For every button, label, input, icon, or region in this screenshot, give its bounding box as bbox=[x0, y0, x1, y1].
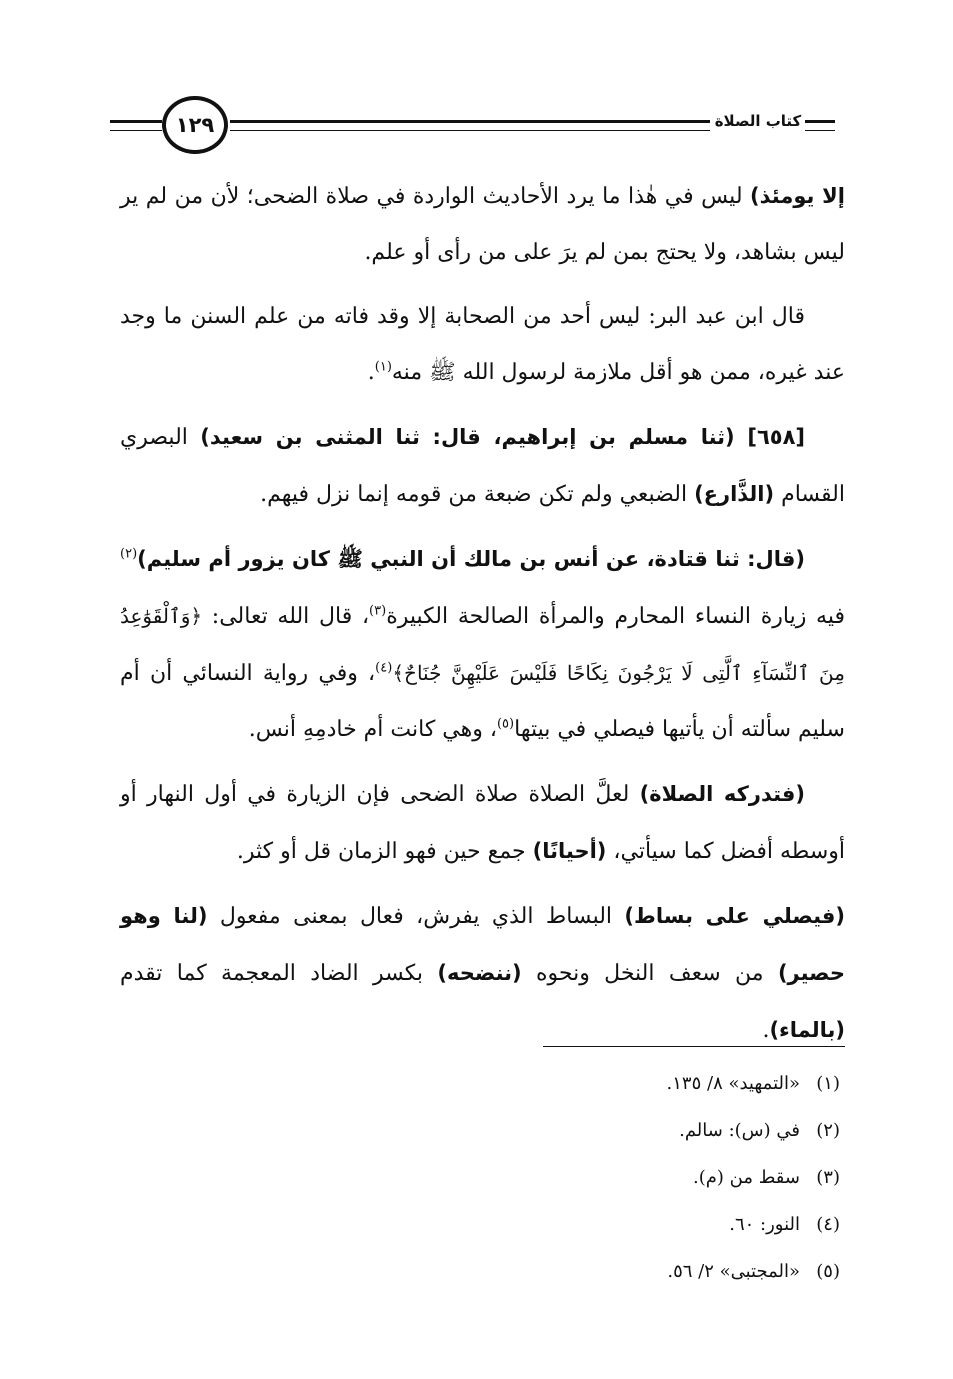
bold-phrase: (بالماء) bbox=[769, 1018, 845, 1042]
text-run: ليس في هٰذا ما يرد الأحاديث الواردة في صلاة الضحى؛ لأن من لم ير ليس بشاهد، ولا يحتج بمن لم يرَ على من رأى أو علم. bbox=[120, 184, 845, 265]
footnote bbox=[400, 1248, 840, 1295]
header-rule bbox=[230, 120, 710, 123]
bold-phrase: (لنا وهو حصير) bbox=[120, 904, 845, 985]
paragraph bbox=[120, 409, 845, 523]
footnote-number: (١) bbox=[816, 1073, 840, 1094]
text-run: جمع حين فهو الزمان قل أو كثر. bbox=[236, 839, 533, 864]
header-rule bbox=[805, 130, 835, 131]
footnote-text: في (س): سالم. bbox=[679, 1120, 800, 1141]
text-run: لعلَّ الصلاة صلاة الضحى فإن الزيارة في أول النهار أو أوسطه أفضل كما سيأتي، bbox=[120, 782, 845, 864]
footnote-text: «المجتبى» ٢/ ٥٦. bbox=[667, 1261, 800, 1282]
main-text bbox=[120, 168, 845, 1067]
text-run: ، قال الله تعالى: bbox=[202, 604, 370, 629]
page-header bbox=[110, 92, 830, 162]
bold-phrase: [٦٥٨] (ثنا مسلم بن إبراهيم، قال: ثنا المثنى بن سعيد) bbox=[200, 425, 805, 449]
text-run: قال ابن عبد البر: ليس أحد من الصحابة إلا وقد فاته من علم السنن ما وجد عند غيره، ممن هو أقل ملازمة لرسول الله ﷺ منه bbox=[120, 304, 845, 385]
bold-phrase: (أحيانًا) bbox=[532, 839, 607, 863]
footnote-ref[interactable]: (٣) bbox=[369, 603, 387, 619]
footnote bbox=[400, 1201, 840, 1248]
footnote bbox=[400, 1154, 840, 1201]
bold-phrase: (فيصلي على بساط) bbox=[624, 904, 845, 928]
footnote-ref[interactable]: (٢) bbox=[120, 546, 138, 562]
header-rule bbox=[110, 130, 162, 131]
text-run: من سعف النخل ونحوه bbox=[521, 961, 778, 986]
bold-phrase: إلا يومئذ) bbox=[750, 184, 846, 208]
text-run: البصري القسام bbox=[120, 425, 845, 507]
text-run: فيه زيارة النساء المحارم والمرأة الصالحة الكبيرة bbox=[386, 604, 845, 629]
bold-phrase: (قال: ثنا قتادة، عن أنس بن مالك أن النبي ﷺ كان يزور أم سليم) bbox=[137, 547, 805, 571]
text-run: الضبعي ولم تكن ضبعة من قومه إنما نزل فيهم. bbox=[260, 482, 695, 507]
quran-verse: ﴿وَٱلْقَوَٰعِدُ مِنَ ٱلنِّسَآءِ ٱلَّتِى لَا يَرْجُونَ نِكَاحًا فَلَيْسَ عَلَيْهِنَّ جُنَاحٌ﴾ bbox=[120, 604, 845, 685]
footnote-ref[interactable]: (٥) bbox=[496, 716, 515, 732]
text-run: ، وهي كانت أم خادمِهِ أنس. bbox=[248, 717, 497, 742]
footnote-number: (٥) bbox=[816, 1261, 840, 1282]
text-run: البساط الذي يفرش، فعال بمعنى مفعول bbox=[207, 904, 625, 929]
footnote-text: سقط من (م). bbox=[693, 1167, 800, 1188]
bold-phrase: (فتدركه الصلاة) bbox=[639, 782, 805, 806]
bold-phrase: (ننضحه) bbox=[437, 961, 522, 985]
paragraph bbox=[120, 289, 845, 401]
footnote-number: (٣) bbox=[816, 1167, 840, 1188]
paragraph bbox=[120, 168, 845, 281]
text-run: بكسر الضاد المعجمة كما تقدم bbox=[120, 961, 438, 986]
header-rule bbox=[110, 120, 162, 123]
bold-phrase: (الذَّارع) bbox=[694, 482, 775, 506]
footnote-number: (٤) bbox=[816, 1214, 840, 1235]
text-run: ، وفي رواية النسائي أن أم سليم سألته أن يأتيها فيصلي في بيتها bbox=[120, 661, 845, 742]
footnote-text: «التمهيد» ٨/ ١٣٥. bbox=[666, 1073, 800, 1094]
paragraph bbox=[120, 531, 845, 758]
paragraph bbox=[120, 888, 845, 1059]
footnote bbox=[400, 1107, 840, 1154]
footnote-separator bbox=[543, 1046, 845, 1047]
header-rule bbox=[230, 130, 710, 131]
footnotes bbox=[400, 1060, 840, 1295]
running-head: كتاب الصلاة bbox=[714, 112, 802, 130]
page-number bbox=[162, 96, 228, 154]
footnote bbox=[400, 1060, 840, 1107]
footnote-ref[interactable]: (١) bbox=[374, 359, 392, 375]
text-run: . bbox=[367, 360, 375, 385]
text-run: . bbox=[762, 1018, 770, 1043]
footnote-ref[interactable]: (٤) bbox=[375, 660, 393, 676]
header-rule bbox=[805, 120, 835, 123]
footnote-number: (٢) bbox=[816, 1120, 840, 1141]
page-number-text: ١٢٩ bbox=[175, 113, 215, 137]
footnote-text: النور: ٦٠. bbox=[729, 1214, 800, 1235]
paragraph bbox=[120, 766, 845, 880]
